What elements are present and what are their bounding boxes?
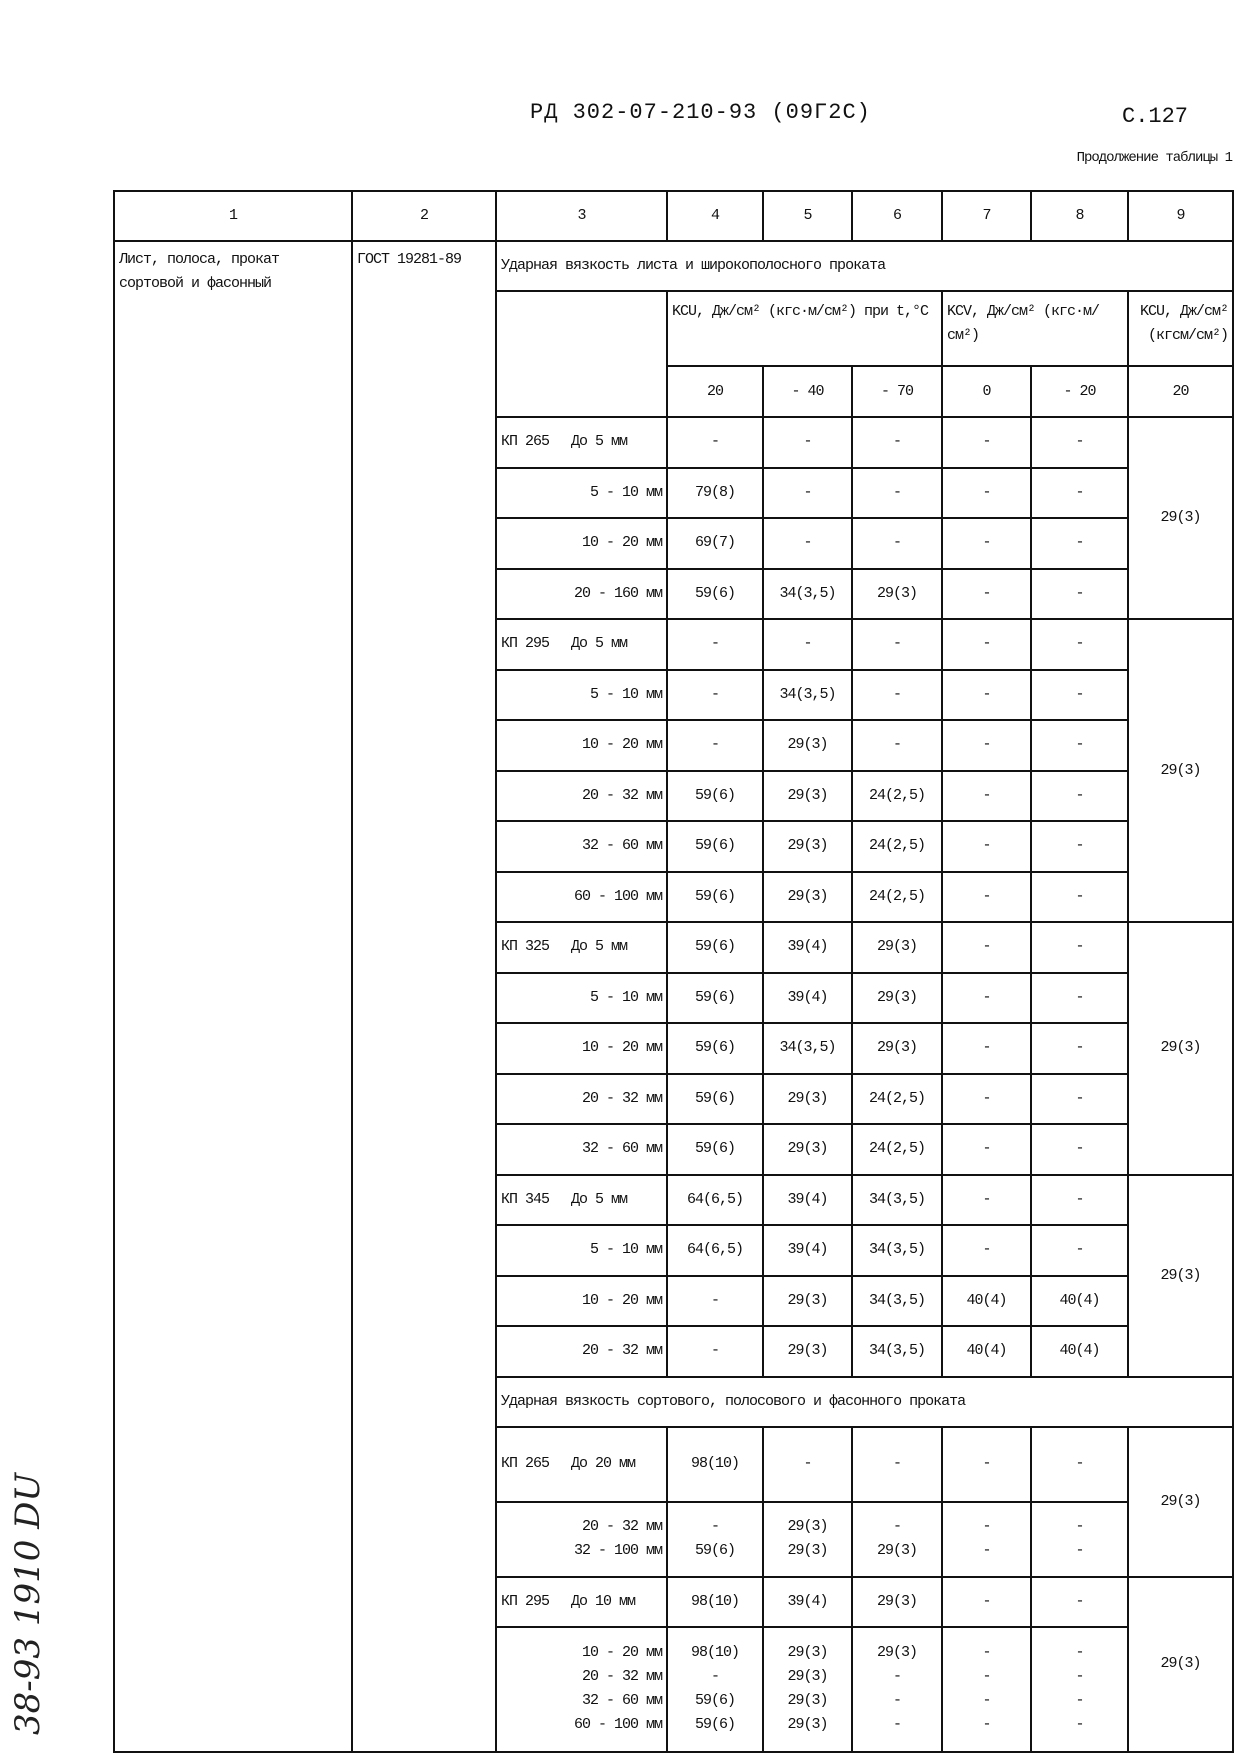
- kcu-col9-value: 29(3): [1128, 417, 1233, 619]
- impact-value: -: [667, 670, 763, 721]
- impact-value: 24(2,5): [852, 1074, 942, 1125]
- grade-size-cell: [496, 1175, 667, 1226]
- section-title: Ударная вязкость листа и широкополосного проката: [496, 241, 1233, 291]
- kcv-header: KCV, Дж/см² (кгс·м/см²): [942, 291, 1128, 366]
- impact-value: 29(3): [763, 1326, 852, 1377]
- kcu-col9-header: KCU, Дж/см² (кгсм/см²): [1128, 291, 1233, 366]
- column-number-row: [114, 191, 1233, 241]
- thickness-range: 20 - 32 мм: [496, 1326, 667, 1377]
- column-number: 5: [763, 191, 852, 241]
- document-title: РД 302-07-210-93 (09Г2С): [530, 100, 871, 125]
- impact-value: 39(4): [763, 1577, 852, 1627]
- impact-value: -: [1031, 720, 1128, 771]
- impact-value: -: [942, 1175, 1031, 1226]
- impact-value: - -: [942, 1502, 1031, 1577]
- impact-value: 24(2,5): [852, 771, 942, 822]
- impact-value: -: [942, 720, 1031, 771]
- thickness-range: До 5 мм: [571, 938, 628, 956]
- impact-value: -: [942, 1023, 1031, 1074]
- impact-value: 59(6): [667, 973, 763, 1024]
- thickness-range: 20 - 32 мм: [496, 771, 667, 822]
- impact-value: -: [667, 720, 763, 771]
- impact-value: -: [942, 417, 1031, 468]
- impact-value: - - - -: [942, 1627, 1031, 1752]
- column-number: 8: [1031, 191, 1128, 241]
- margin-handwriting: 38-93 1910 DU: [8, 1472, 48, 1735]
- impact-value: -: [763, 1427, 852, 1502]
- impact-value: -: [667, 1276, 763, 1327]
- impact-value: -: [763, 619, 852, 670]
- thickness-range: До 5 мм: [571, 433, 628, 451]
- column-number: 3: [496, 191, 667, 241]
- thickness-range: 10 - 20 мм 20 - 32 мм 32 - 60 мм 60 - 100 мм: [496, 1627, 667, 1752]
- impact-value: -: [1031, 670, 1128, 721]
- impact-value: - 29(3): [852, 1502, 942, 1577]
- impact-value: 98(10): [667, 1577, 763, 1627]
- impact-value: -: [852, 1427, 942, 1502]
- impact-value: 29(3): [852, 569, 942, 620]
- steel-grade: КП 265: [501, 433, 550, 451]
- impact-value: 34(3,5): [852, 1175, 942, 1226]
- impact-value: 29(3) 29(3) 29(3) 29(3): [763, 1627, 852, 1752]
- impact-value: -: [667, 619, 763, 670]
- thickness-range: До 5 мм: [571, 635, 628, 653]
- impact-value: 39(4): [763, 973, 852, 1024]
- thickness-range: 5 - 10 мм: [496, 670, 667, 721]
- impact-value: -: [942, 619, 1031, 670]
- impact-value: 98(10) - 59(6) 59(6): [667, 1627, 763, 1752]
- thickness-range: 10 - 20 мм: [496, 1023, 667, 1074]
- impact-value: 39(4): [763, 922, 852, 973]
- impact-value: 59(6): [667, 569, 763, 620]
- impact-value: -: [1031, 922, 1128, 973]
- impact-value: 29(3) - - -: [852, 1627, 942, 1752]
- impact-value: 34(3,5): [852, 1326, 942, 1377]
- impact-value: -: [1031, 468, 1128, 519]
- impact-value: 29(3): [852, 1577, 942, 1627]
- impact-value: 59(6): [667, 922, 763, 973]
- impact-value: -: [942, 973, 1031, 1024]
- impact-value: -: [942, 1124, 1031, 1175]
- impact-value: 29(3): [763, 821, 852, 872]
- column-number: 2: [352, 191, 496, 241]
- column-number: 7: [942, 191, 1031, 241]
- temperature: 0: [942, 366, 1031, 417]
- kcu-col9-value: 29(3): [1128, 1175, 1233, 1377]
- impact-value: -: [1031, 1124, 1128, 1175]
- grade-size-cell: [496, 619, 667, 670]
- impact-value: -: [763, 468, 852, 519]
- impact-value: 29(3): [763, 872, 852, 923]
- impact-value: -: [1031, 569, 1128, 620]
- impact-value: 29(3) 29(3): [763, 1502, 852, 1577]
- impact-value: -: [667, 417, 763, 468]
- product-name: Лист, полоса, прокат сортовой и фасонный: [114, 241, 352, 1752]
- temperature: - 20: [1031, 366, 1128, 417]
- steel-grade: КП 265: [501, 1455, 550, 1472]
- impact-value: -: [1031, 973, 1128, 1024]
- thickness-range: 5 - 10 мм: [496, 1225, 667, 1276]
- impact-value: 39(4): [763, 1175, 852, 1226]
- impact-value: 34(3,5): [763, 569, 852, 620]
- impact-value: -: [942, 821, 1031, 872]
- empty-cell: [496, 291, 667, 417]
- steel-grade: КП 345: [501, 1190, 550, 1208]
- kcu-col9-value: 29(3): [1128, 1577, 1233, 1752]
- impact-value: 29(3): [763, 1074, 852, 1125]
- impact-value: 39(4): [763, 1225, 852, 1276]
- impact-value: -: [1031, 518, 1128, 569]
- impact-value: -: [942, 468, 1031, 519]
- temperature: - 70: [852, 366, 942, 417]
- impact-value: -: [942, 569, 1031, 620]
- impact-value: 79(8): [667, 468, 763, 519]
- column-number: 4: [667, 191, 763, 241]
- impact-value: 34(3,5): [852, 1276, 942, 1327]
- impact-value: - 59(6): [667, 1502, 763, 1577]
- impact-value: -: [852, 720, 942, 771]
- impact-value: 29(3): [763, 771, 852, 822]
- standard-name: ГОСТ 19281-89: [352, 241, 496, 1752]
- impact-value: -: [1031, 1577, 1128, 1627]
- steel-grade: КП 295: [501, 1592, 550, 1610]
- section-title: Ударная вязкость сортового, полосового и фасонного проката: [496, 1377, 1233, 1427]
- impact-value: - -: [1031, 1502, 1128, 1577]
- impact-value: 59(6): [667, 872, 763, 923]
- kcu-col9-value: 29(3): [1128, 922, 1233, 1175]
- impact-value: -: [1031, 1225, 1128, 1276]
- impact-value: 59(6): [667, 1023, 763, 1074]
- temperature: 20: [1128, 366, 1233, 417]
- impact-value: 59(6): [667, 1124, 763, 1175]
- column-number: 6: [852, 191, 942, 241]
- thickness-range: 20 - 32 мм: [496, 1074, 667, 1125]
- impact-value: -: [942, 1427, 1031, 1502]
- impact-value: 40(4): [1031, 1326, 1128, 1377]
- thickness-range: 20 - 160 мм: [496, 569, 667, 620]
- table-continuation-label: Продолжение таблицы 1: [1076, 150, 1232, 166]
- impact-value: 69(7): [667, 518, 763, 569]
- impact-value: - - - -: [1031, 1627, 1128, 1752]
- impact-value: 59(6): [667, 771, 763, 822]
- thickness-range: 5 - 10 мм: [496, 468, 667, 519]
- impact-value: 24(2,5): [852, 1124, 942, 1175]
- impact-value: -: [763, 417, 852, 468]
- impact-value: -: [1031, 1023, 1128, 1074]
- thickness-range: 10 - 20 мм: [496, 518, 667, 569]
- impact-value: 59(6): [667, 1074, 763, 1125]
- thickness-range: До 5 мм: [571, 1190, 628, 1208]
- impact-value: -: [1031, 872, 1128, 923]
- impact-value: 40(4): [942, 1276, 1031, 1327]
- impact-value: -: [942, 1074, 1031, 1125]
- impact-value: 34(3,5): [852, 1225, 942, 1276]
- thickness-range: 5 - 10 мм: [496, 973, 667, 1024]
- thickness-range: 60 - 100 мм: [496, 872, 667, 923]
- impact-value: 64(6,5): [667, 1175, 763, 1226]
- impact-value: 98(10): [667, 1427, 763, 1502]
- impact-value: 24(2,5): [852, 872, 942, 923]
- impact-value: -: [852, 619, 942, 670]
- impact-value: -: [1031, 1074, 1128, 1125]
- impact-value: 29(3): [852, 1023, 942, 1074]
- impact-value: 34(3,5): [763, 670, 852, 721]
- temperature: - 40: [763, 366, 852, 417]
- kcu-header: KCU, Дж/см² (кгс·м/см²) при t,°C: [667, 291, 942, 366]
- impact-value: -: [852, 670, 942, 721]
- impact-value: 34(3,5): [763, 1023, 852, 1074]
- thickness-range: 10 - 20 мм: [496, 1276, 667, 1327]
- steel-grade: КП 325: [501, 938, 550, 956]
- impact-value: -: [1031, 619, 1128, 670]
- impact-value: -: [852, 518, 942, 569]
- thickness-range: До 10 мм: [571, 1592, 636, 1610]
- kcu-col9-value: 29(3): [1128, 1427, 1233, 1577]
- grade-size-cell: [496, 1427, 667, 1502]
- impact-value: -: [1031, 417, 1128, 468]
- impact-value: -: [1031, 821, 1128, 872]
- impact-value: 29(3): [852, 973, 942, 1024]
- steel-grade: КП 295: [501, 635, 550, 653]
- impact-value: 29(3): [763, 720, 852, 771]
- impact-value: -: [667, 1326, 763, 1377]
- impact-value: -: [942, 922, 1031, 973]
- properties-table: [113, 190, 1234, 1753]
- kcu-col9-value: 29(3): [1128, 619, 1233, 922]
- impact-value: -: [942, 771, 1031, 822]
- thickness-range: До 20 мм: [571, 1455, 636, 1472]
- impact-value: -: [1031, 1427, 1128, 1502]
- impact-value: 40(4): [1031, 1276, 1128, 1327]
- impact-value: 24(2,5): [852, 821, 942, 872]
- impact-value: -: [942, 670, 1031, 721]
- impact-value: -: [852, 468, 942, 519]
- impact-value: -: [942, 518, 1031, 569]
- thickness-range: 32 - 60 мм: [496, 1124, 667, 1175]
- temperature: 20: [667, 366, 763, 417]
- thickness-range: 20 - 32 мм 32 - 100 мм: [496, 1502, 667, 1577]
- grade-size-cell: [496, 417, 667, 468]
- impact-value: 40(4): [942, 1326, 1031, 1377]
- impact-value: -: [1031, 1175, 1128, 1226]
- thickness-range: 10 - 20 мм: [496, 720, 667, 771]
- column-number: 1: [114, 191, 352, 241]
- impact-value: 29(3): [763, 1124, 852, 1175]
- impact-value: -: [942, 1225, 1031, 1276]
- impact-value: -: [942, 1577, 1031, 1627]
- grade-size-cell: [496, 922, 667, 973]
- impact-value: 64(6,5): [667, 1225, 763, 1276]
- column-number: 9: [1128, 191, 1233, 241]
- page-number: С.127: [1122, 104, 1189, 129]
- impact-value: -: [942, 872, 1031, 923]
- impact-value: 59(6): [667, 821, 763, 872]
- impact-value: -: [1031, 771, 1128, 822]
- grade-size-cell: [496, 1577, 667, 1627]
- thickness-range: 32 - 60 мм: [496, 821, 667, 872]
- impact-value: -: [852, 417, 942, 468]
- impact-value: -: [763, 518, 852, 569]
- impact-value: 29(3): [763, 1276, 852, 1327]
- impact-value: 29(3): [852, 922, 942, 973]
